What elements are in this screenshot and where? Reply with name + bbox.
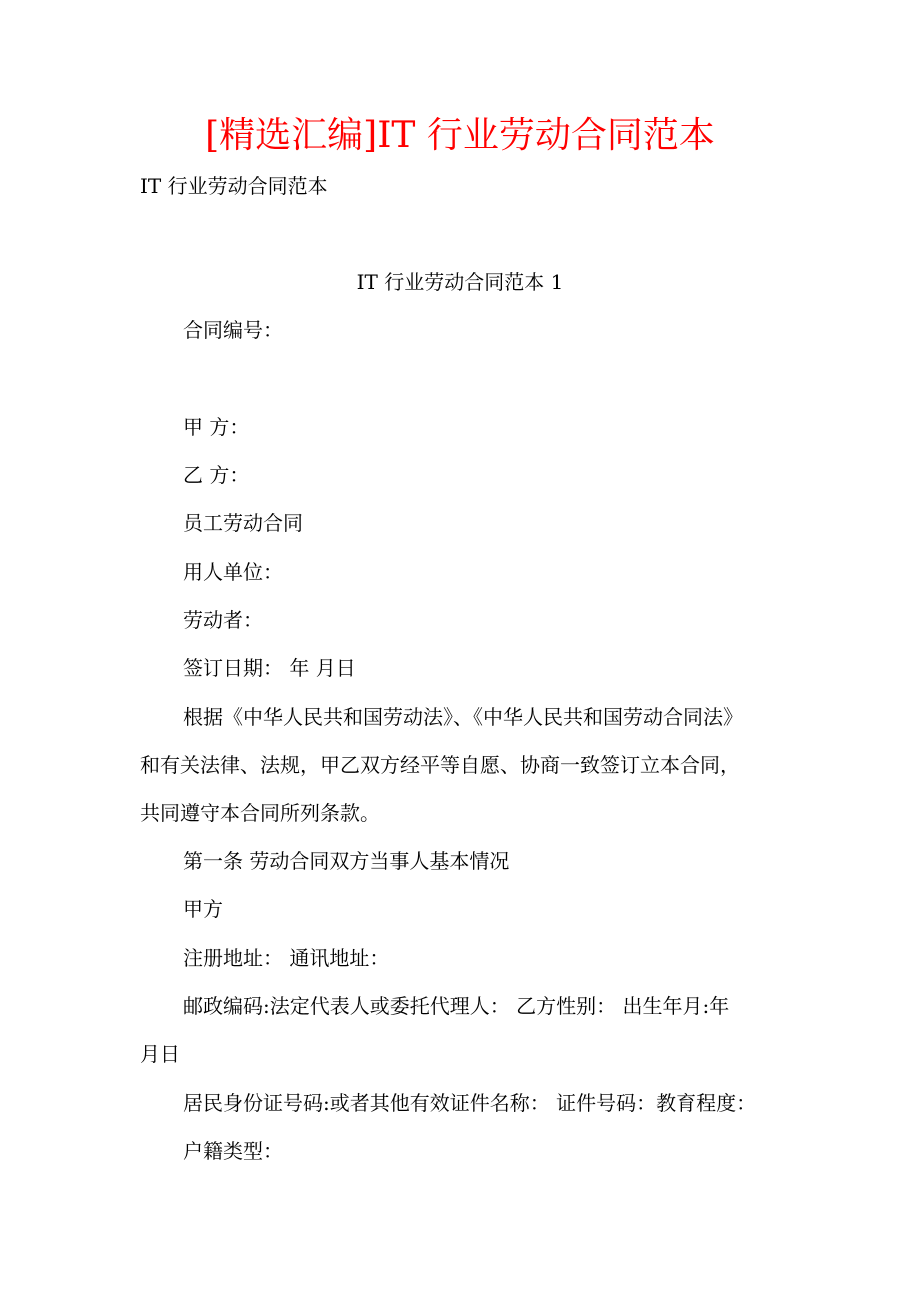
postal-code-fields: 邮政编码:法定代表人或委托代理人： 乙方性别： 出生年月:年 (183, 994, 730, 1018)
paragraph-line: 根据《中华人民共和国劳动法》、《中华人民共和国劳动合同法》 (183, 705, 743, 729)
id-number-fields: 居民身份证号码:或者其他有效证件名称： 证件号码：教育程度： (183, 1091, 757, 1115)
sign-date-label: 签订日期： 年 月日 (183, 656, 356, 680)
article-1-heading: 第一条 劳动合同双方当事人基本情况 (183, 849, 510, 873)
document-subtitle: IT 行业劳动合同范本 (140, 174, 328, 198)
paragraph-line: 共同遵守本合同所列条款。 (140, 801, 380, 825)
postal-code-fields-cont: 月日 (140, 1042, 180, 1066)
party-a-section-label: 甲方 (183, 897, 223, 921)
household-type-label: 户籍类型： (183, 1139, 283, 1163)
section-heading: IT 行业劳动合同范本 1 (356, 270, 564, 294)
party-b-label: 乙 方： (183, 463, 250, 487)
employee-contract-heading: 员工劳动合同 (183, 511, 303, 535)
party-a-label: 甲 方： (183, 415, 250, 439)
contract-number-label: 合同编号： (183, 318, 283, 342)
address-fields: 注册地址： 通讯地址： (183, 946, 390, 970)
worker-label: 劳动者： (183, 608, 263, 632)
employer-label: 用人单位： (183, 560, 283, 584)
document-title: [精选汇编]IT 行业劳动合同范本 (205, 115, 715, 156)
paragraph-line: 和有关法律、法规，甲乙双方经平等自愿、协商一致签订立本合同， (140, 753, 740, 777)
